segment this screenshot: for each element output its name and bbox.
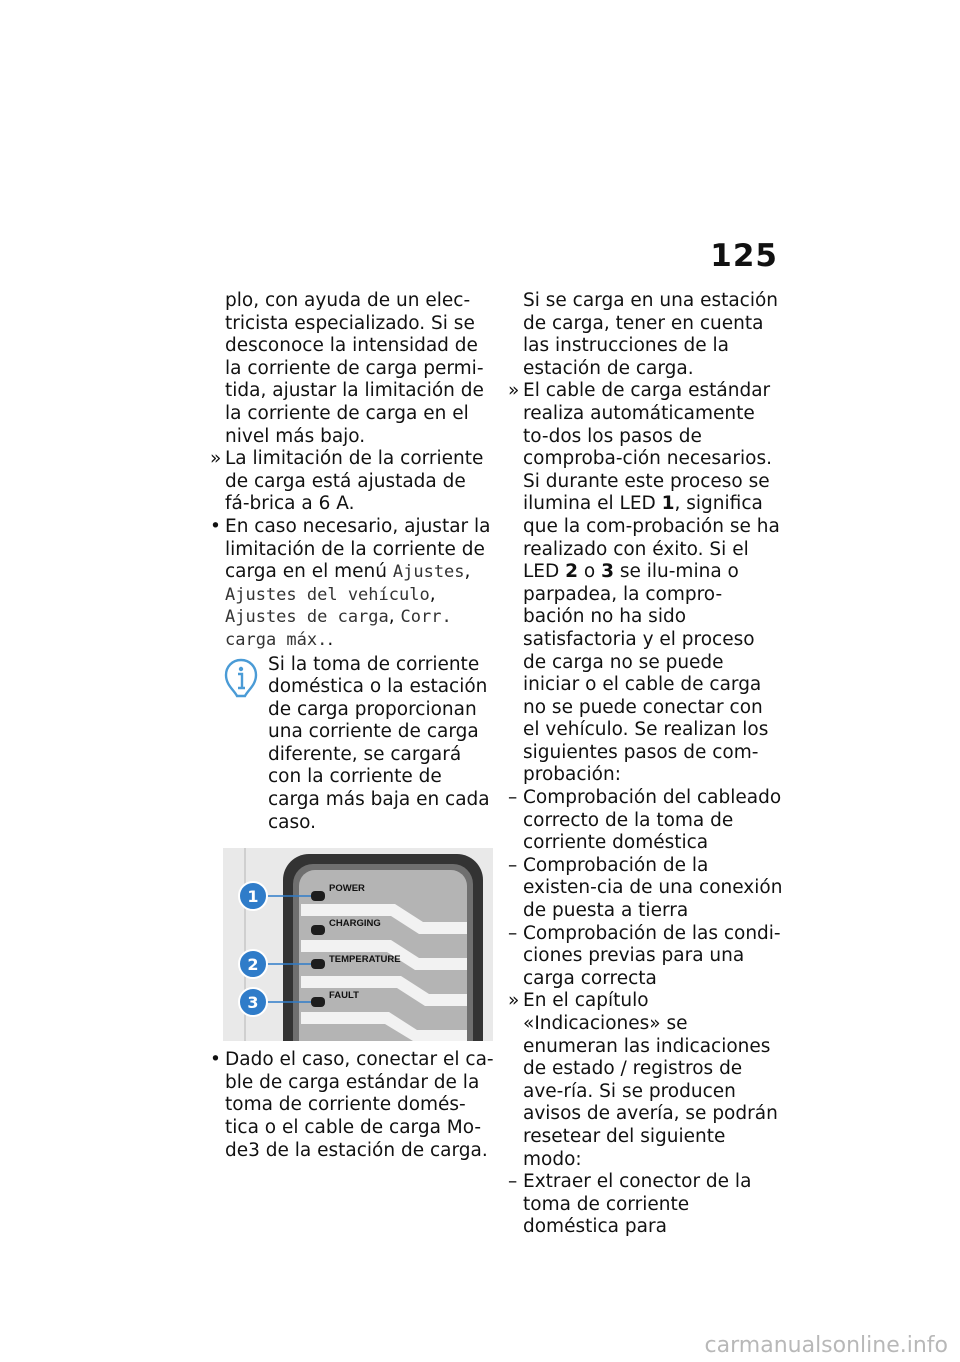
result-text: o bbox=[578, 561, 602, 583]
led-ref-1: 1 bbox=[661, 493, 675, 515]
dash-item bbox=[508, 923, 783, 991]
terminator: . bbox=[327, 628, 334, 650]
menu-path-corriente: Corr. carga máx. bbox=[225, 607, 452, 650]
result-text: La limitación de la corriente de carga está ajustada de fá-brica a 6 A. bbox=[225, 448, 484, 515]
bullet-marker: • bbox=[210, 1049, 221, 1071]
right-column bbox=[508, 290, 783, 1239]
result-item bbox=[508, 990, 783, 1171]
result-item bbox=[210, 448, 494, 516]
label-fault: FAULT bbox=[329, 990, 359, 1002]
label-temperature: TEMPERATURE bbox=[329, 954, 401, 966]
dash-text: Comprobación de la existen-cia de una conexión de puesta a tierra bbox=[523, 854, 783, 922]
dash-text: Extraer el conector de la toma de corriente doméstica para bbox=[523, 1171, 752, 1238]
bullet-text: En caso necesario, ajustar la limitación de la corriente de carga en el menú bbox=[225, 515, 491, 583]
dash-text: Comprobación del cableado correcto de la toma de corriente doméstica bbox=[523, 787, 782, 854]
separator: , bbox=[388, 606, 401, 628]
watermark-footer: carmanualsonline.info bbox=[704, 1333, 948, 1358]
callout-2 bbox=[239, 950, 267, 978]
led-ref-3: 3 bbox=[601, 561, 614, 583]
info-text: Si la toma de corriente doméstica o la estación de carga proporcionan una corriente de carga diferente, se cargará con la corriente de carga más baja en cada caso. bbox=[268, 653, 490, 833]
result-marker: » bbox=[508, 990, 520, 1012]
info-note bbox=[210, 654, 494, 835]
paragraph: plo, con ayuda de un elec-tricista especializado. Si se desconoce la intensidad de la corriente de carga permi-tida, ajustar la limitación de la corriente de carga en el nivel más bajo. bbox=[225, 290, 484, 447]
menu-path-carga: Ajustes de carga bbox=[225, 607, 389, 628]
svg-text:3: 3 bbox=[247, 993, 259, 1013]
dash-item bbox=[508, 787, 783, 855]
page-number: 125 bbox=[710, 238, 778, 274]
dash-marker: – bbox=[508, 922, 518, 944]
svg-text:2: 2 bbox=[247, 955, 259, 975]
dash-text: Comprobación de las condi-ciones previas para una carga correcta bbox=[523, 922, 781, 989]
left-column bbox=[210, 290, 494, 1162]
bullet-item bbox=[210, 1049, 494, 1162]
result-item bbox=[508, 380, 783, 787]
menu-path-vehiculo: Ajustes del vehículo bbox=[225, 584, 430, 605]
callout-3 bbox=[239, 988, 267, 1016]
result-marker: » bbox=[210, 448, 222, 470]
bullet-item bbox=[210, 516, 494, 652]
info-icon bbox=[224, 658, 258, 698]
label-power: POWER bbox=[329, 883, 365, 895]
dash-marker: – bbox=[508, 787, 518, 809]
separator: , bbox=[464, 561, 471, 583]
result-text: , significa que la com-probación se ha realizado con éxito. Si el LED bbox=[523, 493, 780, 583]
label-charging: CHARGING bbox=[329, 918, 381, 930]
result-text: En el capítulo «Indicaciones» se enumeran las indicaciones de estado / registros de ave-ría. Si se producen avisos de avería, se podrán resetear del siguiente modo: bbox=[523, 990, 778, 1170]
result-text: El cable de carga estándar realiza automáticamente to-dos los pasos de comproba-ción necesarios. Si durante este proceso se ilumina el LED bbox=[523, 380, 772, 515]
led-ref-2: 2 bbox=[565, 561, 578, 583]
led-panel-figure bbox=[223, 848, 493, 1041]
svg-text:1: 1 bbox=[247, 887, 259, 907]
bullet-marker: • bbox=[210, 515, 221, 537]
paragraph: Si se carga en una estación de carga, tener en cuenta las instrucciones de la estación de carga. bbox=[523, 290, 779, 379]
bullet-text: Dado el caso, conectar el ca-ble de carga estándar de la toma de corriente domés-tica o el cable de carga Mo-de3 de la estación de carga. bbox=[225, 1049, 494, 1161]
dash-item bbox=[508, 855, 783, 923]
menu-path-ajustes: Ajustes bbox=[392, 562, 465, 583]
dash-marker: – bbox=[508, 1171, 518, 1193]
callout-1 bbox=[239, 882, 267, 910]
result-marker: » bbox=[508, 380, 520, 402]
result-text: se ilu-mina o parpadea, la compro-bación no ha sido satisfactoria y el proceso de carga no se puede iniciar o el cable de carga no se puede conectar con el vehículo. Se realizan los siguientes pasos de com-probación: bbox=[523, 561, 769, 786]
dash-marker: – bbox=[508, 854, 518, 876]
dash-item bbox=[508, 1171, 783, 1239]
separator: , bbox=[429, 583, 436, 605]
